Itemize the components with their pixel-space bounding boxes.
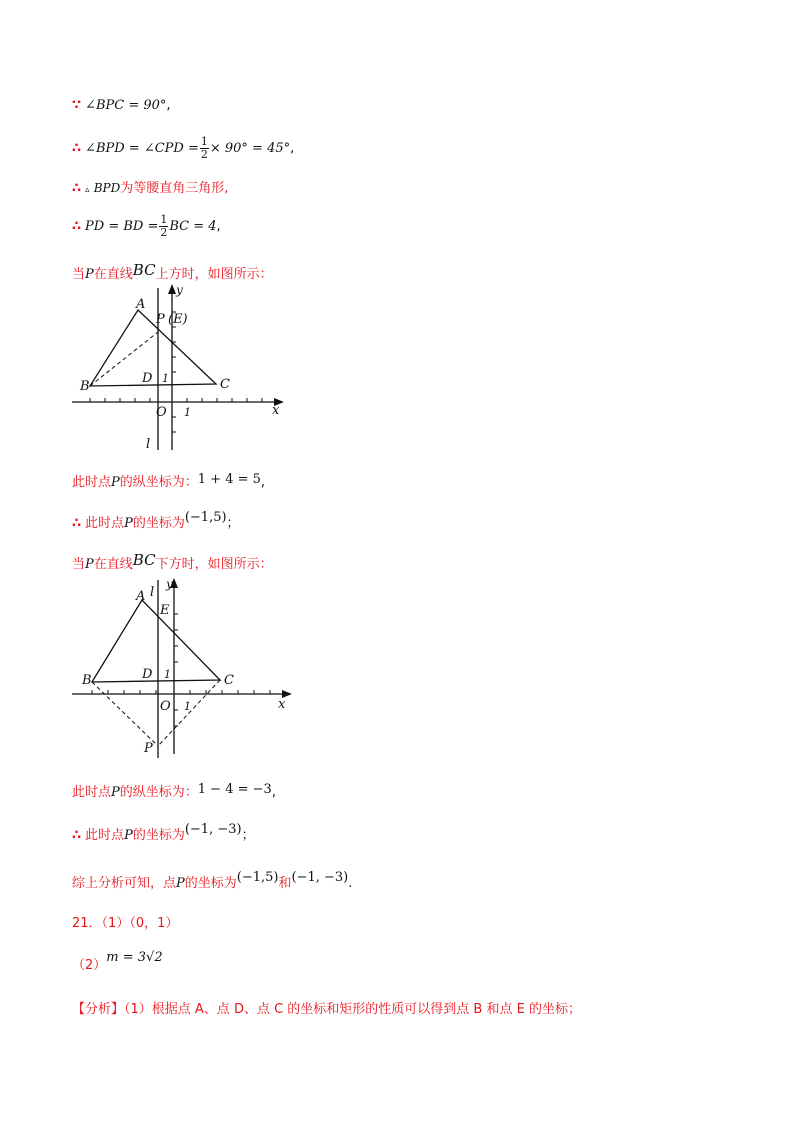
label-b: B xyxy=(82,673,92,688)
therefore-symbol: ∴ xyxy=(72,828,82,843)
text: 上方时，如图所示： xyxy=(155,267,273,282)
math-expression: ∠BPC = 90° xyxy=(85,98,167,113)
line-pd-bd xyxy=(72,214,221,239)
text: 下方时，如图所示： xyxy=(155,557,273,572)
math-p: P xyxy=(176,876,185,891)
label-x: x xyxy=(272,403,280,418)
text: 的坐标为 xyxy=(184,876,237,891)
label-y-one: 1 xyxy=(164,668,171,681)
label-p: P xyxy=(144,741,153,756)
math-bc: BC xyxy=(132,261,156,279)
figure-p-below-bc xyxy=(70,574,300,758)
text: 此时点 xyxy=(72,475,112,490)
text: 此时点 xyxy=(85,828,125,843)
math-expression: 1 − 4 = −3 xyxy=(197,782,272,797)
punctuation: , xyxy=(216,219,221,234)
label-d: D xyxy=(142,667,153,682)
label-c: C xyxy=(220,377,230,392)
math-p: P xyxy=(85,267,94,282)
text: 的纵坐标为： xyxy=(119,475,198,490)
math-p: P xyxy=(124,828,133,843)
label-y: y xyxy=(176,283,183,297)
label-l: l xyxy=(146,437,151,452)
text: 的坐标为 xyxy=(132,516,185,531)
therefore-symbol: ∴ xyxy=(72,516,82,531)
math-expression-b: × 90° = 45° xyxy=(209,141,291,156)
punctuation: ； xyxy=(241,828,255,843)
line-p-coordinate-below xyxy=(72,820,255,846)
triangle-name: BPD xyxy=(93,181,121,195)
math-coordinate-1: (−1,5) xyxy=(236,870,279,885)
label-d: D xyxy=(142,371,153,386)
line-angle-bpc xyxy=(72,96,171,116)
punctuation: , xyxy=(260,475,266,490)
label-e: (E) xyxy=(168,312,188,327)
text: 在直线 xyxy=(93,557,133,572)
analysis-text: （1）根据点 A、点 D、点 C 的坐标和矩形的性质可以得到点 B 和点 E 的坐标； xyxy=(124,1002,581,1017)
line-answer-21-2 xyxy=(72,948,163,976)
punctuation: , xyxy=(290,141,295,156)
math-coordinate-2: (−1, −3) xyxy=(291,870,349,885)
fraction-denominator: 2 xyxy=(160,226,168,239)
math-coordinate: (−1,5) xyxy=(184,510,227,525)
text: 的坐标为 xyxy=(132,828,185,843)
text-and: 和 xyxy=(278,876,292,891)
math-p: P xyxy=(85,557,94,572)
text: 当 xyxy=(72,267,86,282)
segment-bp-dashed xyxy=(92,682,158,746)
label-a: A xyxy=(136,589,146,604)
math-coordinate: (−1, −3) xyxy=(184,822,242,837)
triangle-symbol: ▵ xyxy=(85,185,90,195)
label-p: P xyxy=(156,312,165,327)
math-expression-a: PD = BD = xyxy=(85,219,159,234)
text: 在直线 xyxy=(93,267,133,282)
text: 综上分析可知，点 xyxy=(72,876,177,891)
label-y-one: 1 xyxy=(162,372,169,385)
statement-text: 为等腰直角三角形, xyxy=(120,181,229,196)
analysis-tag: 【分析】 xyxy=(72,1002,125,1017)
line-p-coordinate-above xyxy=(72,508,240,534)
y-axis-arrow-icon xyxy=(168,284,176,294)
math-expression: 1 + 4 = 5 xyxy=(197,472,261,487)
fraction-denominator: 2 xyxy=(200,148,208,161)
therefore-symbol: ∴ xyxy=(72,219,82,234)
fraction-half xyxy=(159,214,168,239)
line-answer-21-1 xyxy=(72,914,178,934)
therefore-symbol: ∴ xyxy=(72,181,82,196)
text: 此时点 xyxy=(85,516,125,531)
text: 当 xyxy=(72,557,86,572)
punctuation: , xyxy=(271,785,276,800)
triangle-abc xyxy=(92,600,220,682)
label-a: A xyxy=(136,297,146,312)
math-p: P xyxy=(111,475,120,490)
label-b: B xyxy=(80,379,90,394)
label-o: O xyxy=(156,405,167,420)
fraction-half xyxy=(200,136,209,161)
label-x: x xyxy=(278,697,286,712)
math-p: P xyxy=(124,516,133,531)
fraction-numerator: 1 xyxy=(160,213,168,226)
punctuation: ； xyxy=(226,516,240,531)
figure-p-above-bc xyxy=(70,282,292,454)
answer-label: （2） xyxy=(72,958,107,973)
line-angle-bpd xyxy=(72,136,294,161)
label-o: O xyxy=(160,699,171,714)
answer-text: 21．（1）（0，1） xyxy=(72,916,179,931)
text: 此时点 xyxy=(72,785,112,800)
math-expression-b: BC = 4 xyxy=(169,219,217,234)
because-symbol: ∵ xyxy=(72,98,82,113)
triangle-abc xyxy=(90,310,216,386)
line-isosceles xyxy=(72,178,228,200)
text: 的纵坐标为： xyxy=(119,785,198,800)
math-expression-a: ∠BPD = ∠CPD = xyxy=(85,141,199,156)
label-x-one: 1 xyxy=(184,700,191,713)
math-expression: m = 3√2 xyxy=(106,950,163,965)
punctuation: , xyxy=(166,98,171,113)
line-p-ordinate-above xyxy=(72,470,265,493)
label-x-one: 1 xyxy=(184,406,191,419)
line-conclusion xyxy=(72,868,352,894)
line-case-below xyxy=(72,550,273,575)
math-p: P xyxy=(111,785,120,800)
math-bc: BC xyxy=(132,551,156,569)
line-analysis xyxy=(72,1000,581,1020)
label-y: y xyxy=(166,577,173,591)
line-p-ordinate-below xyxy=(72,780,276,803)
therefore-symbol: ∴ xyxy=(72,141,82,156)
label-c: C xyxy=(224,673,234,688)
fraction-numerator: 1 xyxy=(200,135,208,148)
punctuation: . xyxy=(348,876,353,891)
label-e: E xyxy=(160,603,170,618)
label-l: l xyxy=(150,585,155,600)
